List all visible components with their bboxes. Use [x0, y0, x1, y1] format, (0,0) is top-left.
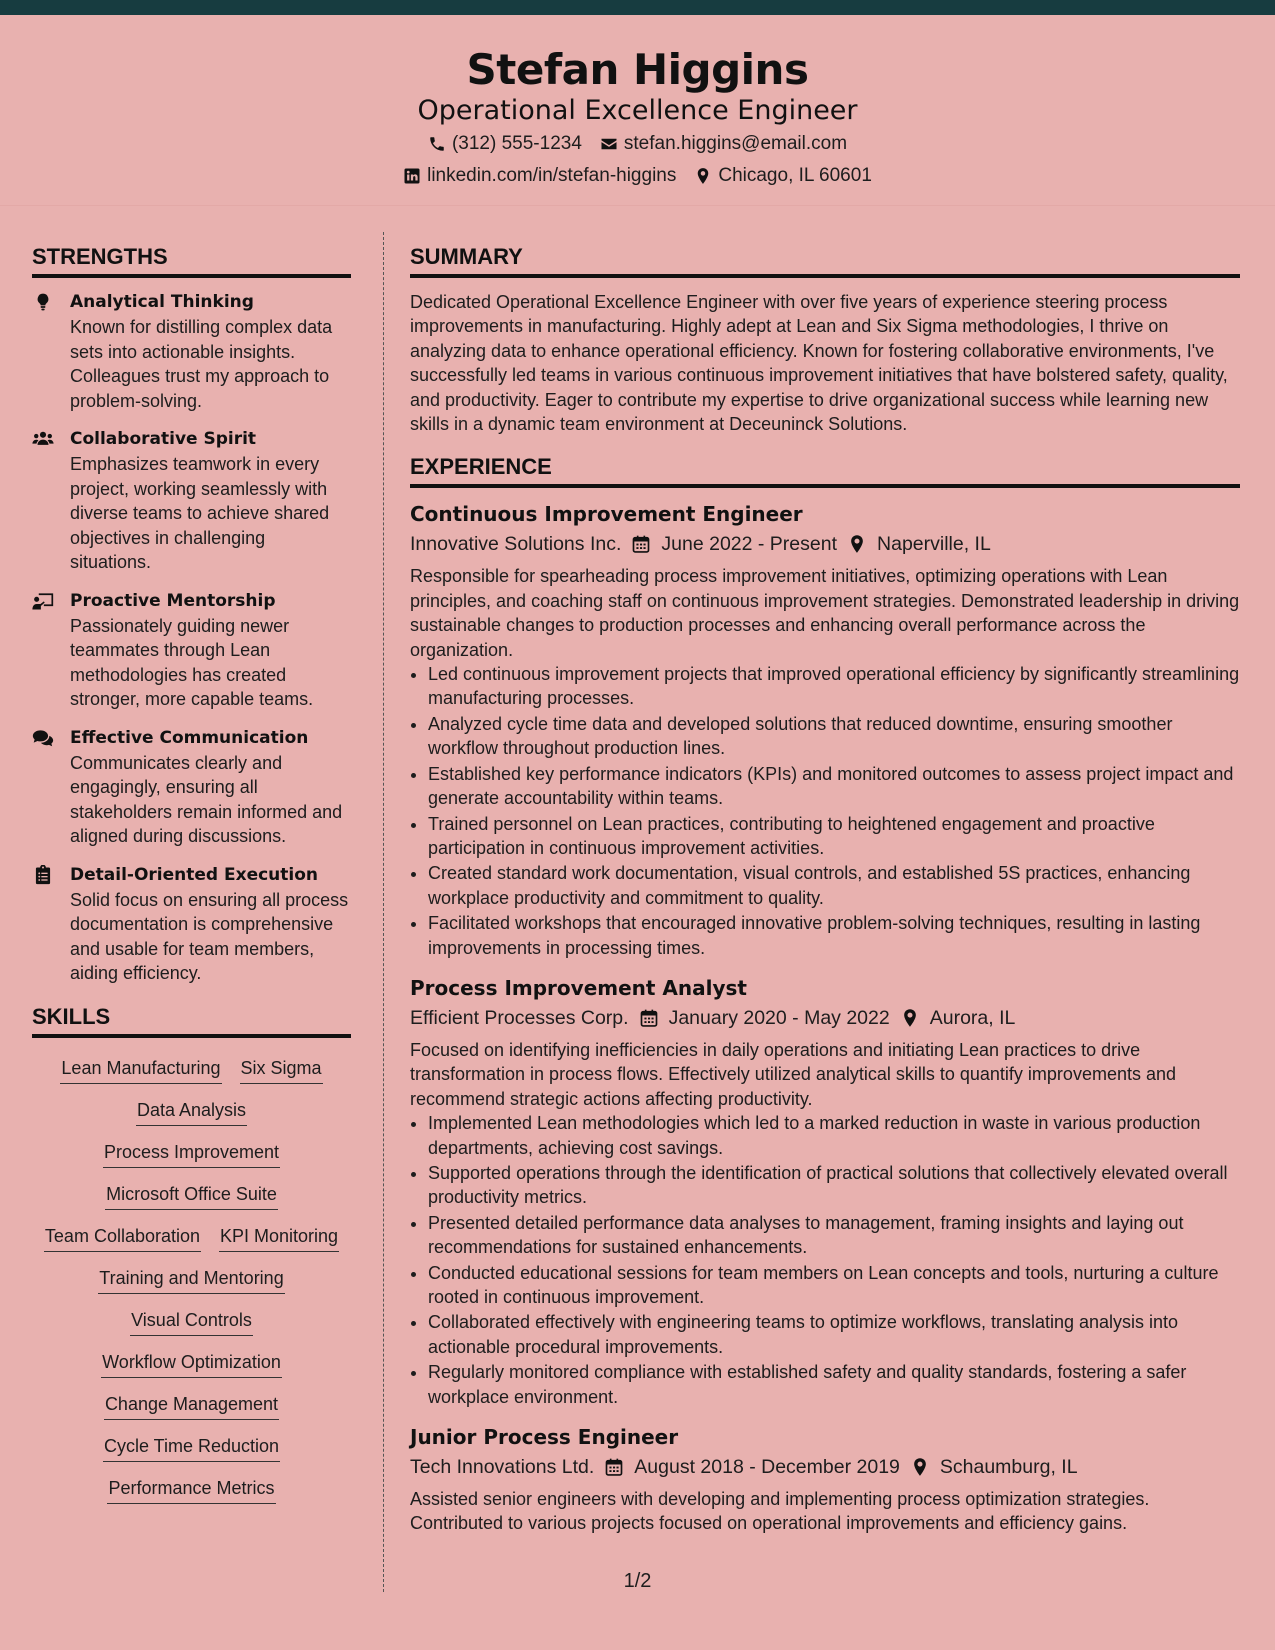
job-bullet: • Implemented Lean methodologies which led to a marked reduction in waste in various production departments, achieving cost savings. [428, 1111, 1240, 1160]
skills-row [32, 1056, 351, 1084]
skills-section [32, 1004, 351, 1504]
skill-tag: Microsoft Office Suite [105, 1182, 278, 1210]
skills-row [32, 1098, 351, 1126]
skills-row [32, 1140, 351, 1168]
left-column [32, 244, 351, 1504]
page-number: 1/2 [623, 1570, 652, 1592]
location-text: Chicago, IL 60601 [718, 165, 872, 186]
job-bullet: • Trained personnel on Lean practices, contributing to heightened engagement and proactive participation in continuous improvement activities. [428, 812, 1240, 861]
column-divider [383, 232, 384, 1592]
users-icon [32, 429, 54, 449]
contact-row-1 [0, 133, 1275, 155]
job-location: Aurora, IL [929, 1006, 1016, 1029]
skills-row [32, 1434, 351, 1462]
job-entry [410, 500, 1240, 960]
lightbulb-icon [32, 292, 54, 312]
job-company: Efficient Processes Corp. [410, 1006, 629, 1029]
strength-item [32, 290, 351, 413]
strength-desc: Passionately guiding newer teammates through Lean methodologies has created stronger, more capable teams. [70, 615, 314, 709]
experience-list [410, 500, 1240, 1535]
map-marker-icon [910, 1457, 930, 1477]
job-bullet: • Collaborated effectively with engineering teams to optimize workflows, translating analysis into actionable procedural improvements. [428, 1310, 1240, 1359]
job-title: Continuous Improvement Engineer [410, 502, 803, 527]
job-bullet: • Created standard work documentation, visual controls, and established 5S practices, enhancing workplace productivity and commitment to quality. [428, 861, 1240, 910]
calendar-icon [604, 1457, 624, 1477]
job-bullets [410, 662, 1240, 960]
linkedin-icon [403, 167, 421, 185]
job-bullet: • Supported operations through the identification of practical solutions that collectively elevated overall productivity metrics. [428, 1161, 1240, 1210]
skill-tag: KPI Monitoring [219, 1224, 339, 1252]
strengths-heading: STRENGTHS [32, 244, 351, 278]
calendar-icon [631, 534, 651, 554]
job-description: Responsible for spearheading process improvement initiatives, optimizing operations with Lean principles, and coaching staff on continuous improvement strategies. Demonstrated leadership in driving sustainable changes to production processes and enhancing overall performance across the organization. [410, 566, 1240, 660]
job-bullet: • Regularly monitored compliance with established safety and quality standards, fostering a safer workplace environment. [428, 1360, 1240, 1409]
skills-row [32, 1266, 351, 1294]
candidate-title: Operational Excellence Engineer [417, 95, 858, 126]
strength-desc: Known for distilling complex data sets into actionable insights. Colleagues trust my approach to problem-solving. [70, 317, 333, 411]
skills-row [32, 1224, 351, 1252]
skills-heading: SKILLS [32, 1004, 351, 1038]
candidate-name: Stefan Higgins [466, 45, 809, 94]
job-meta [410, 528, 1240, 560]
strength-name: Collaborative Spirit [70, 429, 257, 449]
strength-name: Proactive Mentorship [70, 590, 276, 611]
skill-tag: Data Analysis [136, 1098, 247, 1126]
phone-text: (312) 555-1234 [451, 133, 582, 154]
experience-heading: EXPERIENCE [410, 454, 1240, 488]
linkedin-item[interactable] [403, 165, 676, 187]
email-item[interactable] [600, 133, 847, 155]
job-meta [410, 1002, 1240, 1034]
location-item [694, 165, 872, 187]
strength-name: Effective Communication [70, 727, 309, 748]
strength-item [32, 427, 351, 575]
job-bullet: • Analyzed cycle time data and developed solutions that reduced downtime, ensuring smoother workflow throughout production lines. [428, 712, 1240, 761]
contact-row-2 [0, 165, 1275, 187]
skills-list [32, 1050, 351, 1504]
strength-item [32, 863, 351, 986]
skills-row [32, 1350, 351, 1378]
strength-desc: Emphasizes teamwork in every project, working seamlessly with diverse teams to achieve shared objectives in challenging situations. [70, 454, 330, 572]
skill-tag: Performance Metrics [107, 1476, 275, 1504]
summary-heading: SUMMARY [410, 244, 1240, 278]
comments-icon [32, 728, 54, 748]
job-bullet: • Facilitated workshops that encouraged innovative problem-solving techniques, resulting in lasting improvements in processing times. [428, 911, 1240, 960]
skill-tag: Team Collaboration [44, 1224, 201, 1252]
map-marker-icon [694, 167, 712, 185]
chalkboard-teacher-icon [32, 591, 54, 611]
job-title: Process Improvement Analyst [410, 975, 747, 1000]
strength-desc: Communicates clearly and engagingly, ensuring all stakeholders remain informed and aligned during discussions. [70, 752, 343, 846]
job-dates: January 2020 - May 2022 [668, 1006, 890, 1029]
job-company: Innovative Solutions Inc. [410, 533, 622, 556]
job-description: Assisted senior engineers with developing and implementing process optimization strategies. Contributed to various projects focused on operational improvements and efficiency gains. [410, 1489, 1150, 1534]
map-marker-icon [900, 1008, 920, 1028]
calendar-icon [639, 1008, 659, 1028]
job-bullet: • Conducted educational sessions for team members on Lean concepts and tools, nurturing a culture rooted in continuous improvement. [428, 1261, 1240, 1310]
skill-tag: Workflow Optimization [101, 1350, 282, 1378]
map-marker-icon [847, 534, 867, 554]
job-description: Focused on identifying inefficiencies in daily operations and initiating Lean practices to drive transformation in process flows. Effectively utilized analytical skills to quantify improvements and recommend strategic actions affecting productivity. [410, 1039, 1177, 1109]
job-company: Tech Innovations Ltd. [410, 1456, 595, 1479]
job-meta [410, 1451, 1240, 1483]
phone-icon [428, 135, 446, 153]
skill-tag: Change Management [104, 1392, 279, 1420]
right-column [410, 244, 1240, 1550]
strength-name: Detail-Oriented Execution [70, 864, 319, 885]
job-bullet: • Established key performance indicators (KPIs) and monitored outcomes to assess project impact and generate accountability within teams. [428, 762, 1240, 811]
summary-text: Dedicated Operational Excellence Engineer with over five years of experience steering process improvements in manufacturing. Highly adept at Lean and Six Sigma methodologies, I thrive on analyzing data to enhance operational efficiency. Known for fostering collaborative environments, I've successfully led teams in various continuous improvement initiatives that have bolstered safety, quality, and productivity. Eager to contribute my expertise to drive organizational success while learning new skills in a dynamic team environment at Deceuninck Solutions. [410, 292, 1228, 435]
job-bullet: • Led continuous improvement projects that improved operational efficiency by significantly streamlining manufacturing processes. [428, 662, 1240, 711]
phone-item [428, 133, 582, 155]
job-dates: August 2018 - December 2019 [634, 1456, 900, 1479]
job-bullet: • Presented detailed performance data analyses to management, framing insights and laying out recommendations for sustained enhancements. [428, 1211, 1240, 1260]
job-entry [410, 1423, 1240, 1536]
job-entry [410, 974, 1240, 1409]
strength-item [32, 726, 351, 849]
skill-tag: Visual Controls [130, 1308, 253, 1336]
top-bar [0, 0, 1275, 15]
job-location: Schaumburg, IL [939, 1456, 1078, 1479]
clipboard-list-icon [32, 865, 54, 885]
email-text: stefan.higgins@email.com [623, 133, 848, 154]
skills-row [32, 1182, 351, 1210]
skill-tag: Six Sigma [240, 1056, 323, 1084]
resume-header [0, 15, 1275, 206]
job-bullets [410, 1111, 1240, 1409]
skill-tag: Training and Mentoring [98, 1266, 284, 1294]
strength-item [32, 589, 351, 712]
skills-row [32, 1308, 351, 1336]
envelope-icon [600, 135, 618, 153]
skill-tag: Lean Manufacturing [60, 1056, 221, 1084]
linkedin-text: linkedin.com/in/stefan-higgins [427, 165, 677, 186]
strength-desc: Solid focus on ensuring all process documentation is comprehensive and usable for team members, aiding efficiency. [70, 889, 349, 983]
skill-tag: Cycle Time Reduction [103, 1434, 280, 1462]
job-location: Naperville, IL [877, 533, 991, 556]
strength-name: Analytical Thinking [70, 292, 254, 312]
job-title: Junior Process Engineer [410, 1425, 679, 1450]
skill-tag: Process Improvement [103, 1140, 280, 1168]
skills-row [32, 1476, 351, 1504]
job-dates: June 2022 - Present [661, 533, 838, 556]
skills-row [32, 1392, 351, 1420]
